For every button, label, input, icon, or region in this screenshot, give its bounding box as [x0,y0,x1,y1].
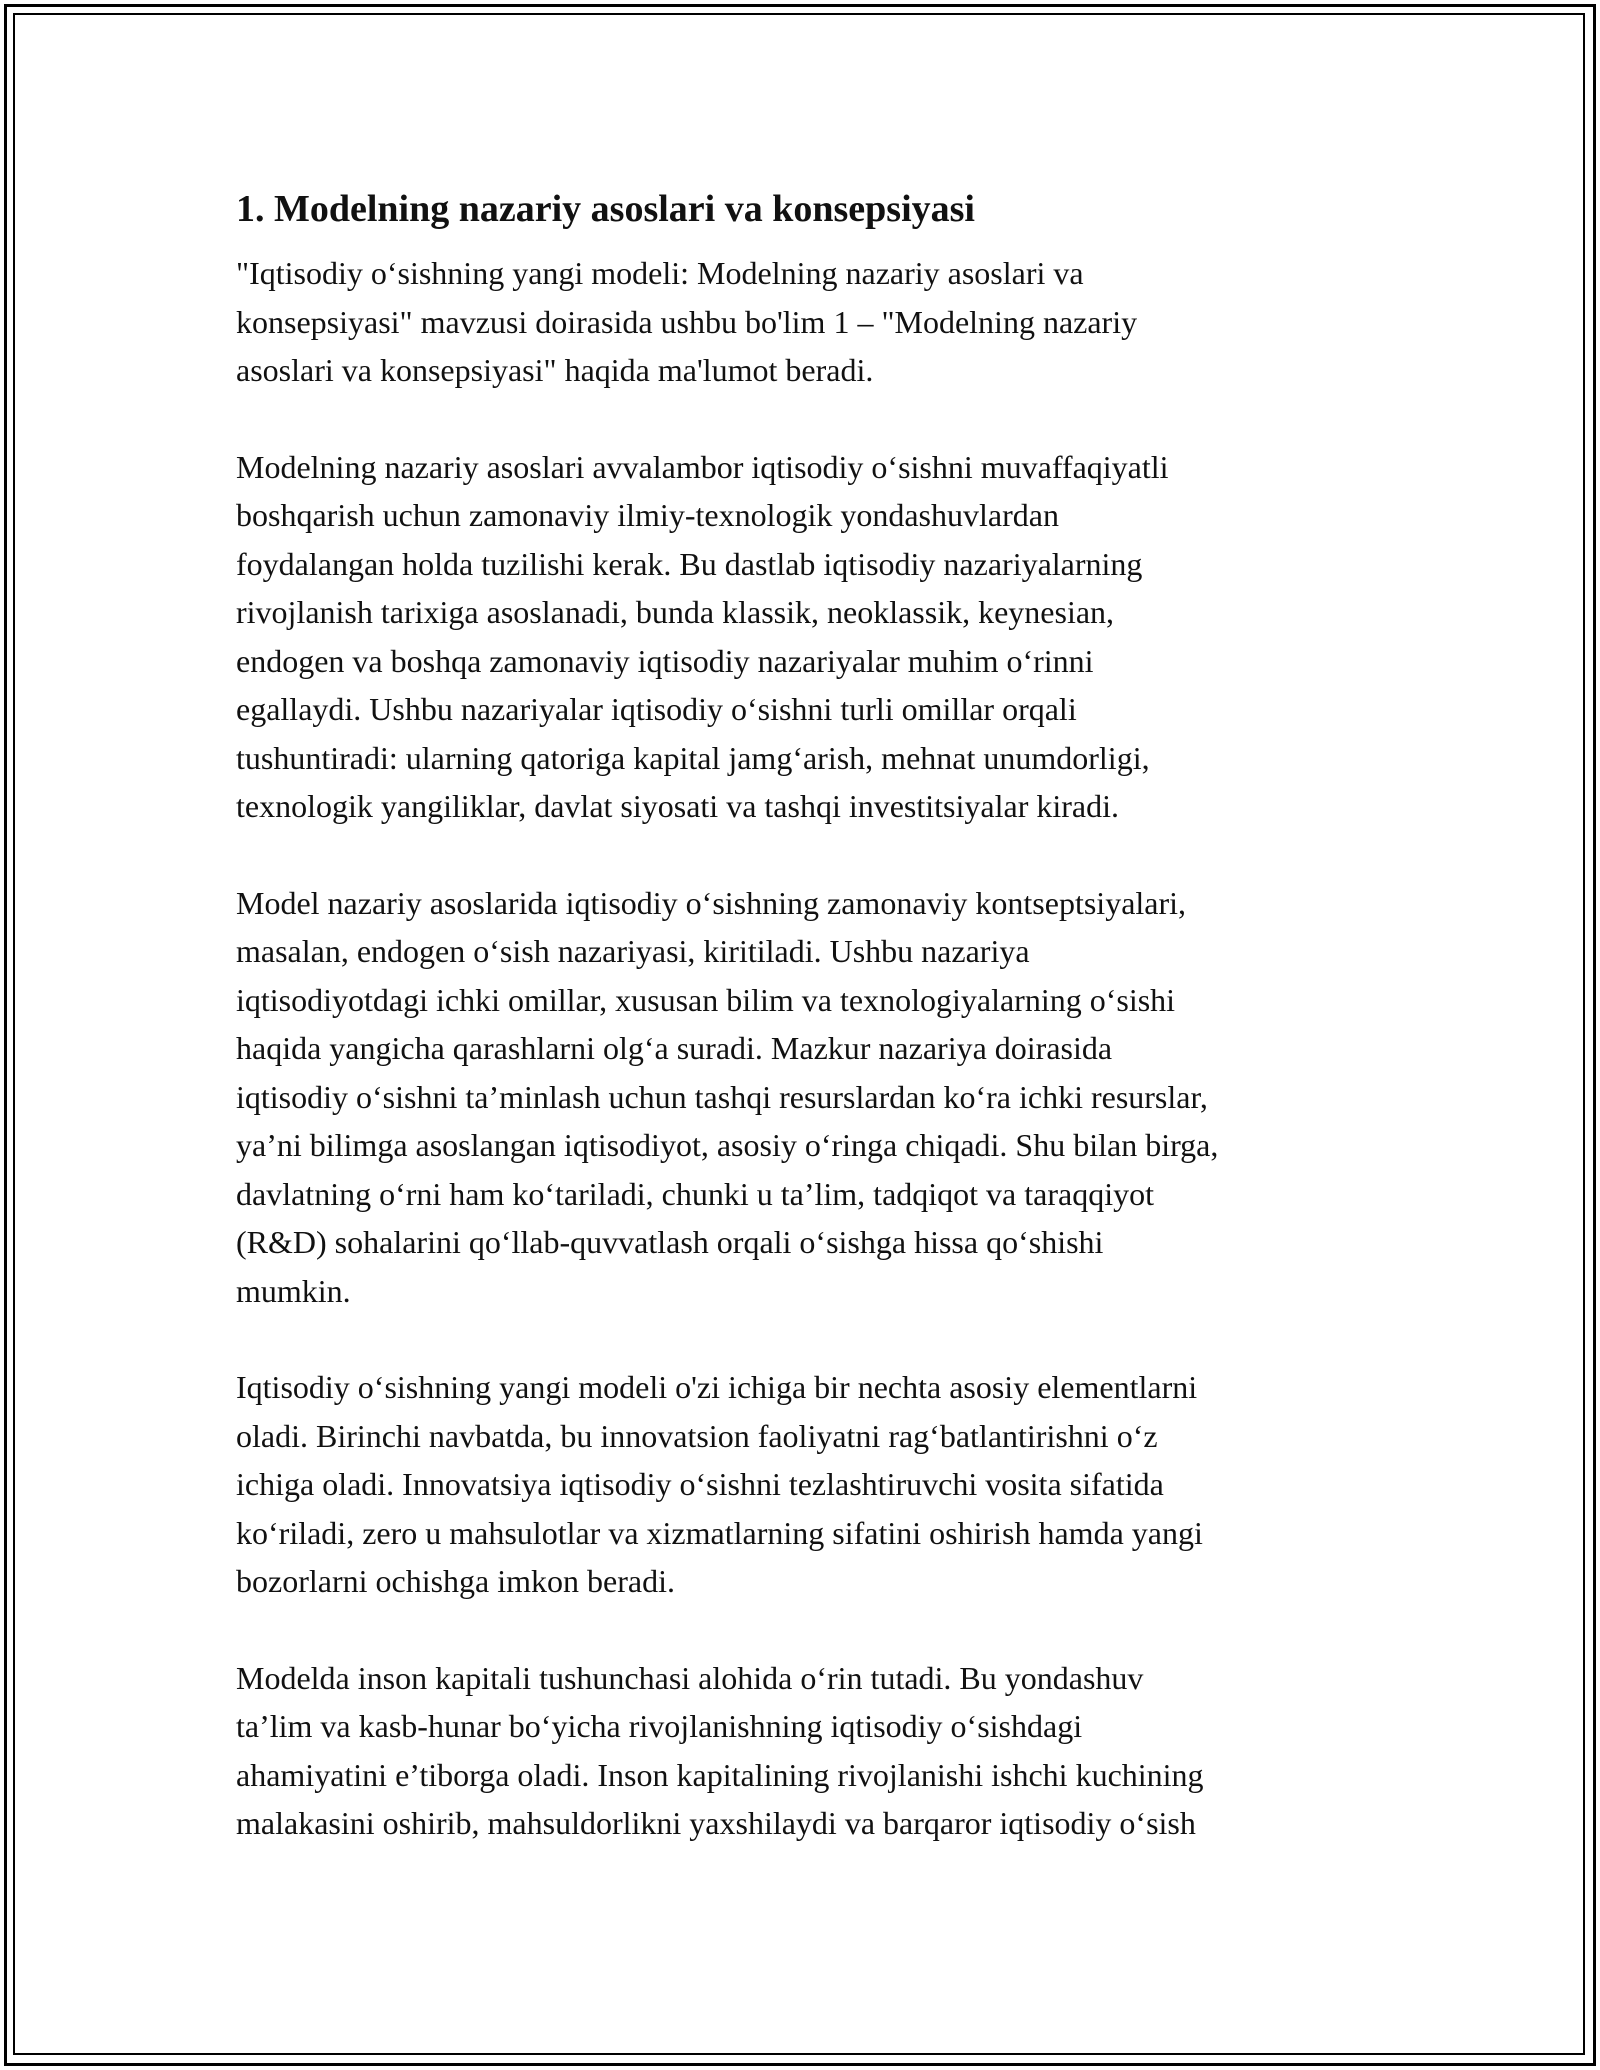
text-line: ichiga oladi. Innovatsiya iqtisodiy o‘sishni tezlashtiruvchi vosita sifatida [236,1466,1164,1502]
text-line: ahamiyatini e’tiborga oladi. Inson kapitalining rivojlanishi ishchi kuchining [236,1756,1204,1793]
text-line: Modelning nazariy asoslari avvalambor iqtisodiy o‘sishni muvaffaqiyatli [236,448,1169,485]
section-heading: 1. Modelning nazariy asoslari va konsepsiyasi [236,188,975,230]
paragraph-endogenous-growth [236,879,1376,1316]
text-line: rivojlanish tarixiga asoslanadi, bunda klassik, neoklassik, keynesian, [236,594,1115,630]
text-line: egallaydi. Ushbu nazariyalar iqtisodiy o‘sishni turli omillar orqali [236,691,1077,727]
paragraph-innovation [236,1363,1376,1606]
text-line: Iqtisodiy o‘sishning yangi modeli o'zi ichiga bir nechta asosiy elementlarni [236,1369,1198,1405]
text-line: davlatning o‘rni ham ko‘tariladi, chunki u ta’lim, tadqiqot va taraqqiyot [236,1175,1154,1212]
text-line: foydalangan holda tuzilishi kerak. Bu dastlab iqtisodiy nazariyalarning [236,545,1143,582]
text-line: texnologik yangiliklar, davlat siyosati va tashqi investitsiyalar kiradi. [236,788,1119,824]
text-line: (R&D) sohalarini qo‘llab-quvvatlash orqali o‘sishga hissa qo‘shishi [236,1224,1104,1260]
text-line: konsepsiyasi" mavzusi doirasida ushbu bo'lim 1 – "Modelning nazariy [236,303,1138,340]
text-line: ko‘riladi, zero u mahsulotlar va xizmatlarning sifatini oshirish hamda yangi [236,1514,1203,1551]
text-line: boshqarish uchun zamonaviy ilmiy-texnologik yondashuvlardan [236,497,1059,533]
paragraph-human-capital [236,1654,1376,1848]
text-line: endogen va boshqa zamonaviy iqtisodiy nazariyalar muhim o‘rinni [236,642,1094,679]
text-line: ya’ni bilimga asoslangan iqtisodiyot, asosiy o‘ringa chiqadi. Shu bilan birga, [236,1127,1219,1163]
document-body [236,185,1376,1896]
text-line: masalan, endogen o‘sish nazariyasi, kiritiladi. Ushbu nazariya [236,933,1030,969]
text-line: haqida yangicha qarashlarni olg‘a suradi. Mazkur nazariya doirasida [236,1030,1113,1066]
text-line: bozorlarni ochishga imkon beradi. [236,1563,675,1599]
text-line: oladi. Birinchi navbatda, bu innovatsion faoliyatni rag‘batlantirishni o‘z [236,1417,1158,1454]
paragraph-theoretical-foundations [236,443,1376,831]
text-line: tushuntiradi: ularning qatoriga kapital jamg‘arish, mehnat unumdorligi, [236,739,1150,776]
text-line: Model nazariy asoslarida iqtisodiy o‘sishning zamonaviy kontseptsiyalari, [236,884,1187,921]
text-line: iqtisodiyotdagi ichki omillar, xususan bilim va texnologiyalarning o‘sishi [236,981,1176,1018]
text-line: Modelda inson kapitali tushunchasi alohida o‘rin tutadi. Bu yondashuv [236,1659,1144,1696]
text-line: ta’lim va kasb-hunar bo‘yicha rivojlanishning iqtisodiy o‘sishdagi [236,1708,1083,1744]
text-line: iqtisodiy o‘sishni ta’minlash uchun tashqi resurslardan ko‘ra ichki resurslar, [236,1078,1208,1115]
text-line: malakasini oshirib, mahsuldorlikni yaxshilaydi va barqaror iqtisodiy o‘sish [236,1805,1196,1841]
text-line: "Iqtisodiy o‘sishning yangi modeli: Modelning nazariy asoslari va [236,255,1084,291]
text-line: mumkin. [236,1272,351,1309]
paragraph-intro [236,249,1376,395]
text-line: asoslari va konsepsiyasi" haqida ma'lumot beradi. [236,352,874,388]
